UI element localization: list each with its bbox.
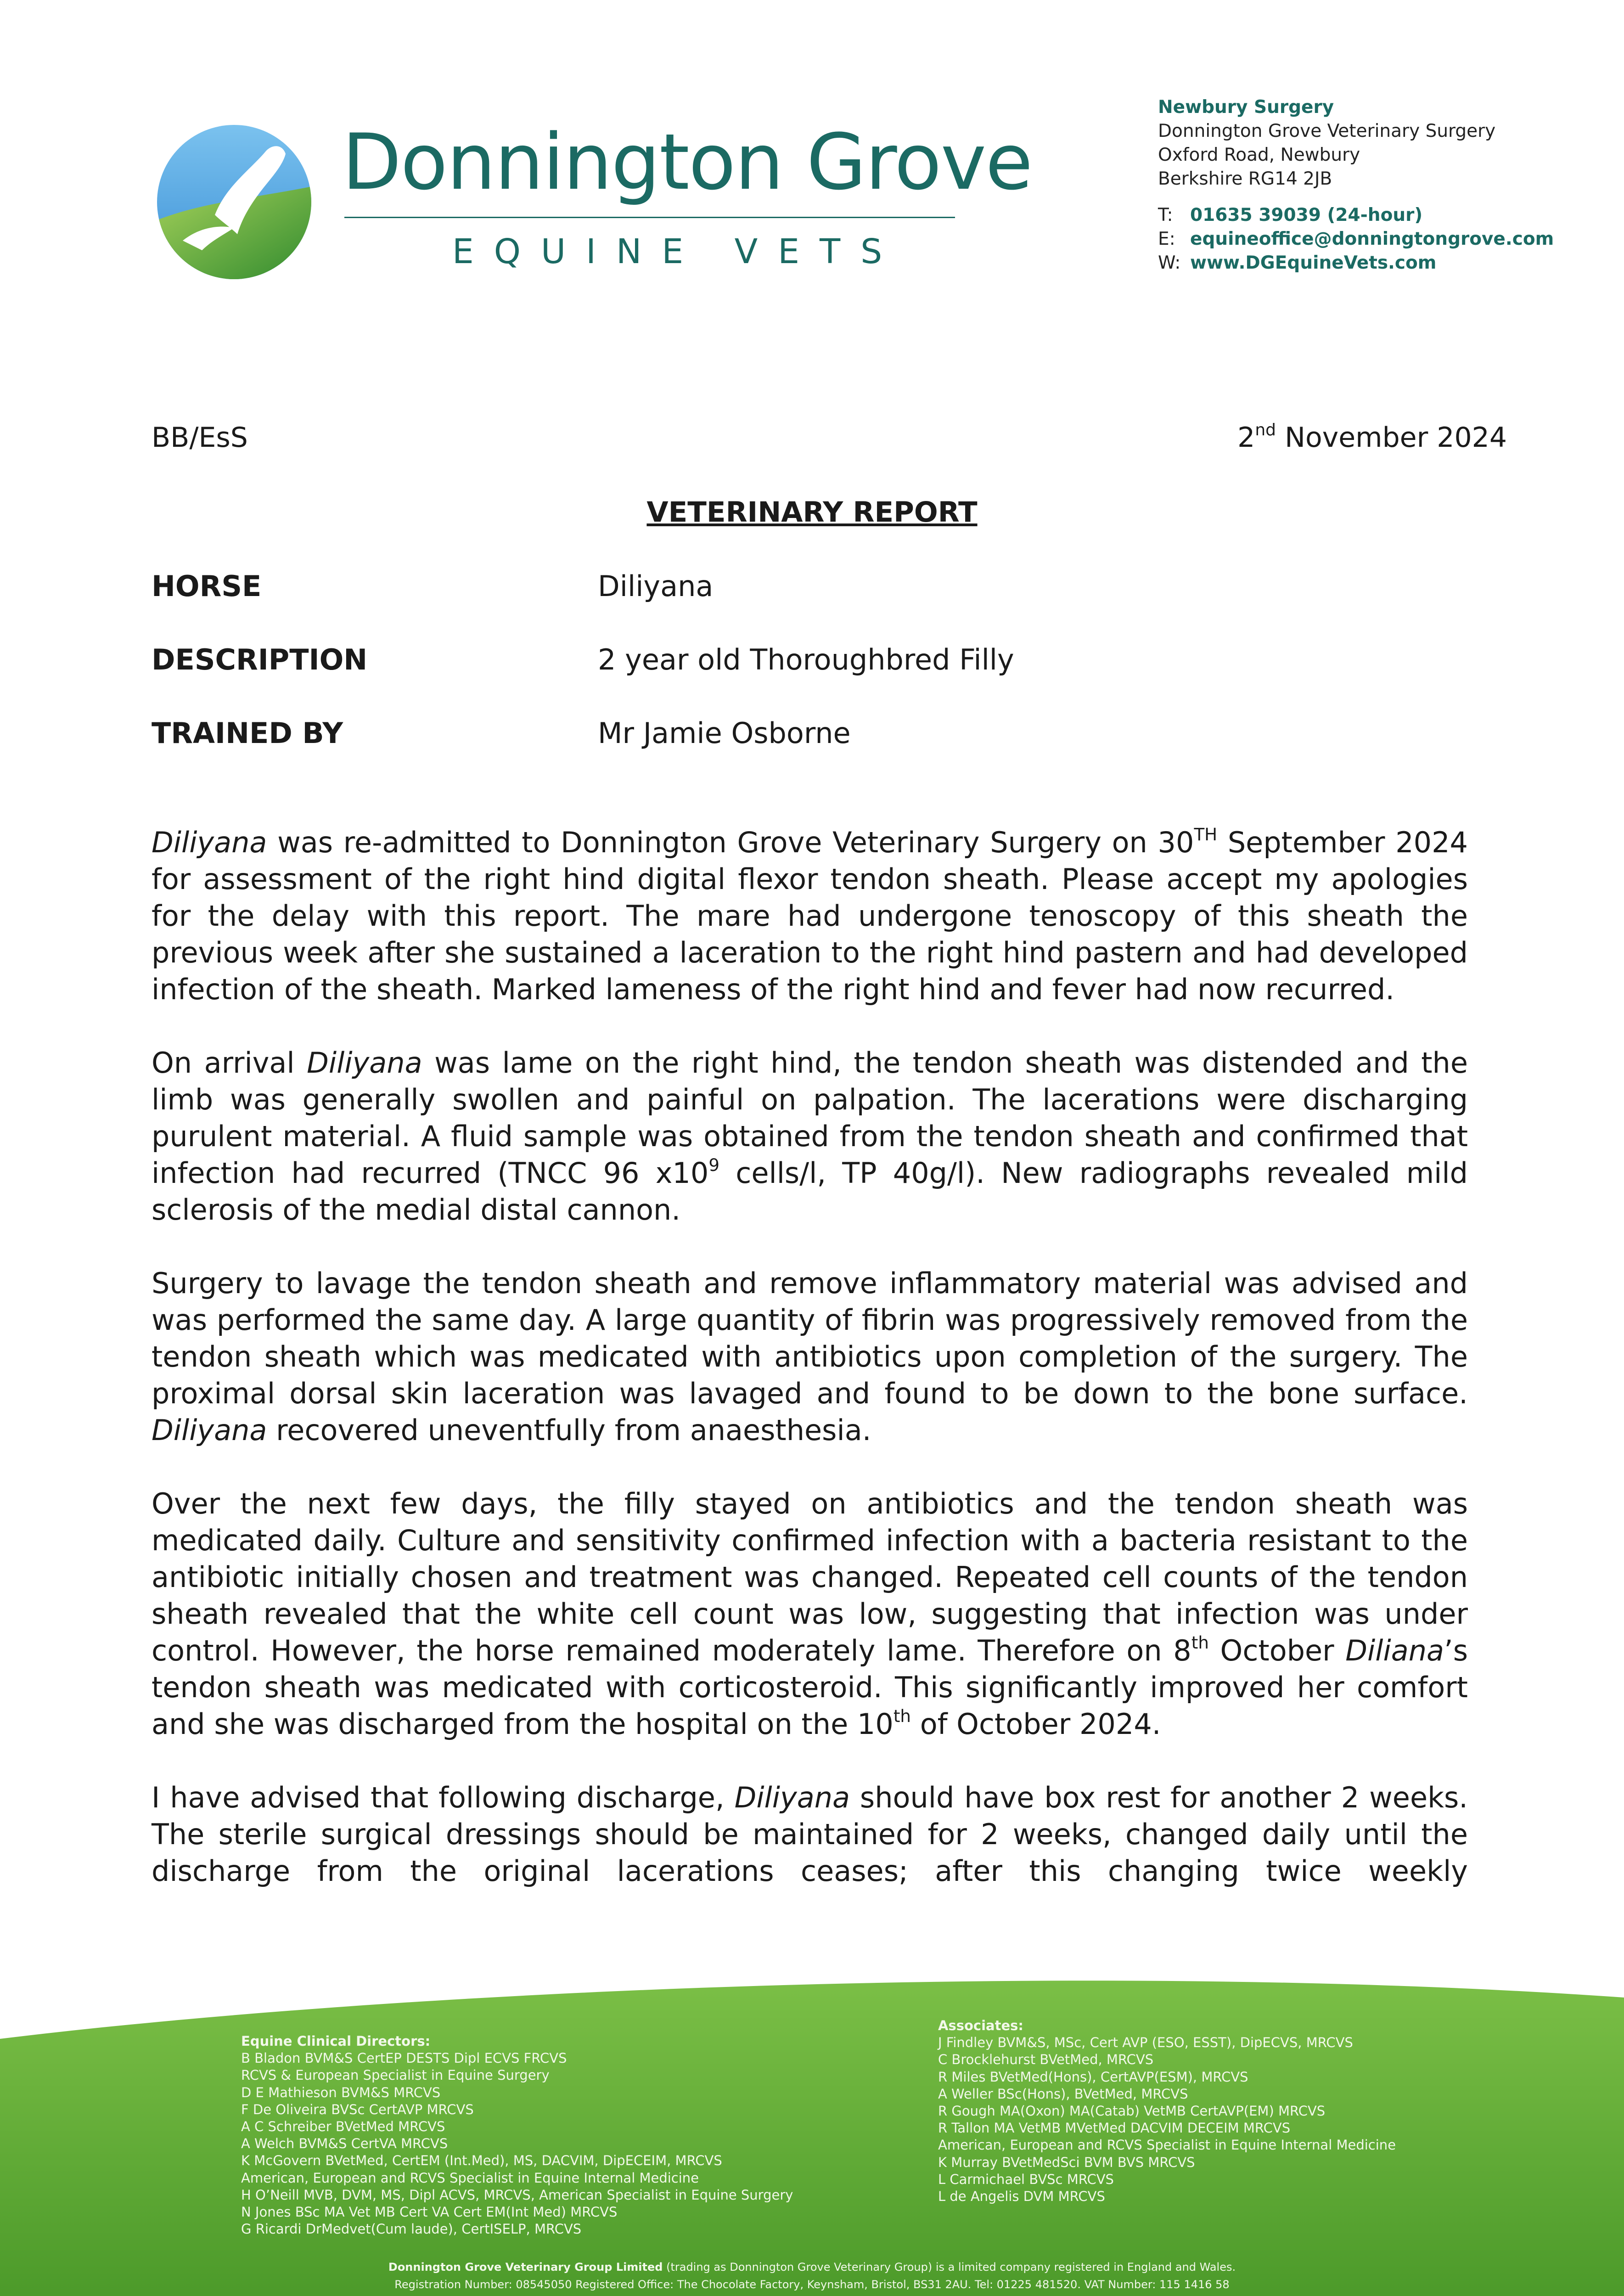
logo-wordmark: Donnington Grove	[342, 117, 1032, 207]
associate-line: A Weller BSc(Hons), BVetMed, MRCVS	[938, 2086, 1188, 2102]
email-link[interactable]: equineoffice@donningtongrove.com	[1190, 229, 1554, 249]
paragraph-admission: Diliyana was re-admitted to Donnington Grove Veterinary Surgery on 30TH September 2024 for assessment of the right hind digital flexor tendon sheath. Please accept my apologies for the delay with this report. The mare had undergone tenoscopy of this sheath the previous week after she sustained a laceration to the right hind pastern and had developed infection of the sheath. Marked lameness of the right hind and fever had now recurred.	[152, 824, 1468, 1006]
director-line: H O’Neill MVB, DVM, MS, Dipl ACVS, MRCVS, American Specialist in Equine Surgery	[241, 2187, 793, 2203]
detail-label-trainer: TRAINED BY	[152, 716, 343, 750]
footer-associates	[938, 2017, 1396, 2205]
detail-value-horse: Diliyana	[598, 569, 714, 603]
website-link[interactable]: www.DGEquineVets.com	[1190, 253, 1437, 273]
associate-line: R Tallon MA VetMB MVetMed DACVIM DECEIM MRCVS	[938, 2120, 1291, 2136]
paragraph-arrival: On arrival Diliyana was lame on the right hind, the tendon sheath was distended and the limb was generally swollen and painful on palpation. The lacerations were discharging purulent material. A fluid sample was obtained from the tendon sheath and confirmed that infection had recurred (TNCC 96 $x10^9$ cells/l, TP 40g/l). New radiographs revealed mild sclerosis of the medial distal cannon.	[152, 1046, 1468, 1227]
associate-line: K Murray BVetMedSci BVM BVS MRCVS	[938, 2154, 1195, 2170]
logo-subtitle: EQUINE VETS	[452, 232, 903, 271]
directors-title: Equine Clinical Directors:	[241, 2033, 431, 2049]
director-line: N Jones BSc MA Vet MB Cert VA Cert EM(Int Med) MRCVS	[241, 2204, 618, 2220]
contact-details	[1158, 203, 1554, 275]
director-line: RCVS & European Specialist in Equine Surgery	[241, 2067, 550, 2083]
report-body	[152, 824, 1468, 1926]
director-line: A C Schreiber BVetMed MRCVS	[241, 2119, 445, 2135]
footer-legal-text	[0, 2258, 1624, 2293]
surgery-address	[1158, 96, 1495, 191]
paragraph-surgery: Surgery to lavage the tendon sheath and remove inflammatory material was advised and was performed the same day. A large quantity of fibrin was progressively removed from the tendon sheath which was medicated with antibiotics upon completion of the surgery. The proximal dorsal skin laceration was lavaged and found to be down to the bone surface. Diliyana recovered uneventfully from anaesthesia.	[152, 1266, 1468, 1447]
director-line: American, European and RCVS Specialist in Equine Internal Medicine	[241, 2170, 699, 2186]
company-name: Donnington Grove Veterinary Group Limited	[388, 2261, 663, 2273]
registration-details: Registration Number: 08545050 Registered Office: The Chocolate Factory, Keynsham, Bristol, BS31 2AU. Tel: 01225 481520. VAT Number: 115 1416 58	[394, 2278, 1230, 2291]
letter-date: 2nd November 2024	[1237, 420, 1507, 454]
detail-label-description: DESCRIPTION	[152, 643, 368, 676]
paragraph-treatment: Over the next few days, the filly stayed on antibiotics and the tendon sheath was medicated daily. Culture and sensitivity confirmed infection with a bacteria resistant to the antibiotic initially chosen and treatment was changed. Repeated cell counts of the tendon sheath revealed that the white cell count was low, suggesting that infection was under control. However, the horse remained moderately lame. Therefore on 8th October Diliana’s tendon sheath was medicated with corticosteroid. This significantly improved her comfort and she was discharged from the hospital on the 10th of October 2024.	[152, 1487, 1468, 1741]
detail-value-trainer: Mr Jamie Osborne	[598, 716, 851, 750]
report-title: VETERINARY REPORT	[646, 496, 978, 529]
associate-line: C Brocklehurst BVetMed, MRCVS	[938, 2052, 1154, 2068]
director-line: D E Mathieson BVM&S MRCVS	[241, 2084, 441, 2100]
logo-emblem-icon	[154, 122, 315, 282]
address-line: Donnington Grove Veterinary Surgery	[1158, 121, 1496, 141]
paragraph-aftercare: I have advised that following discharge, Diliyana should have box rest for another 2 weeks. The sterile surgical dressings should be maintained for 2 weeks, changed daily until the discharge from the original lacerations ceases; after this changing twice weekly	[152, 1781, 1468, 1888]
web-label: W:	[1158, 253, 1181, 273]
director-line: A Welch BVM&S CertVA MRCVS	[241, 2136, 448, 2152]
company-description: (trading as Donnington Grove Veterinary Group) is a limited company registered in England and Wales.	[663, 2261, 1236, 2273]
address-line: Oxford Road, Newbury	[1158, 145, 1360, 165]
associate-line: American, European and RCVS Specialist in Equine Internal Medicine	[938, 2137, 1396, 2153]
detail-label-horse: HORSE	[152, 569, 262, 603]
director-line: G Ricardi DrMedvet(Cum laude), CertISELP, MRCVS	[241, 2221, 582, 2237]
email-label: E:	[1158, 229, 1175, 249]
phone-number[interactable]: 01635 39039 (24-hour)	[1190, 205, 1423, 225]
associate-line: R Gough MA(Oxon) MA(Catab) VetMB CertAVP(EM) MRCVS	[938, 2103, 1326, 2119]
director-line: B Bladon BVM&S CertEP DESTS Dipl ECVS FRCVS	[241, 2050, 567, 2066]
associate-line: L de Angelis DVM MRCVS	[938, 2189, 1105, 2205]
footer-directors	[241, 2033, 793, 2238]
reference-code: BB/EsS	[152, 422, 248, 454]
surgery-name: Newbury Surgery	[1158, 97, 1334, 118]
detail-value-description: 2 year old Thoroughbred Filly	[598, 643, 1014, 676]
associate-line: L Carmichael BVSc MRCVS	[938, 2171, 1114, 2187]
associate-line: R Miles BVetMed(Hons), CertAVP(ESM), MRCVS	[938, 2069, 1248, 2085]
logo-divider	[344, 217, 955, 218]
address-line: Berkshire RG14 2JB	[1158, 169, 1332, 189]
director-line: F De Oliveira BVSc CertAVP MRCVS	[241, 2101, 474, 2117]
phone-label: T:	[1158, 205, 1173, 225]
associates-title: Associates:	[938, 2018, 1023, 2033]
associate-line: J Findley BVM&S, MSc, Cert AVP (ESO, ESST), DipECVS, MRCVS	[938, 2035, 1353, 2051]
director-line: K McGovern BVetMed, CertEM (Int.Med), MS, DACVIM, DipECEIM, MRCVS	[241, 2153, 722, 2169]
